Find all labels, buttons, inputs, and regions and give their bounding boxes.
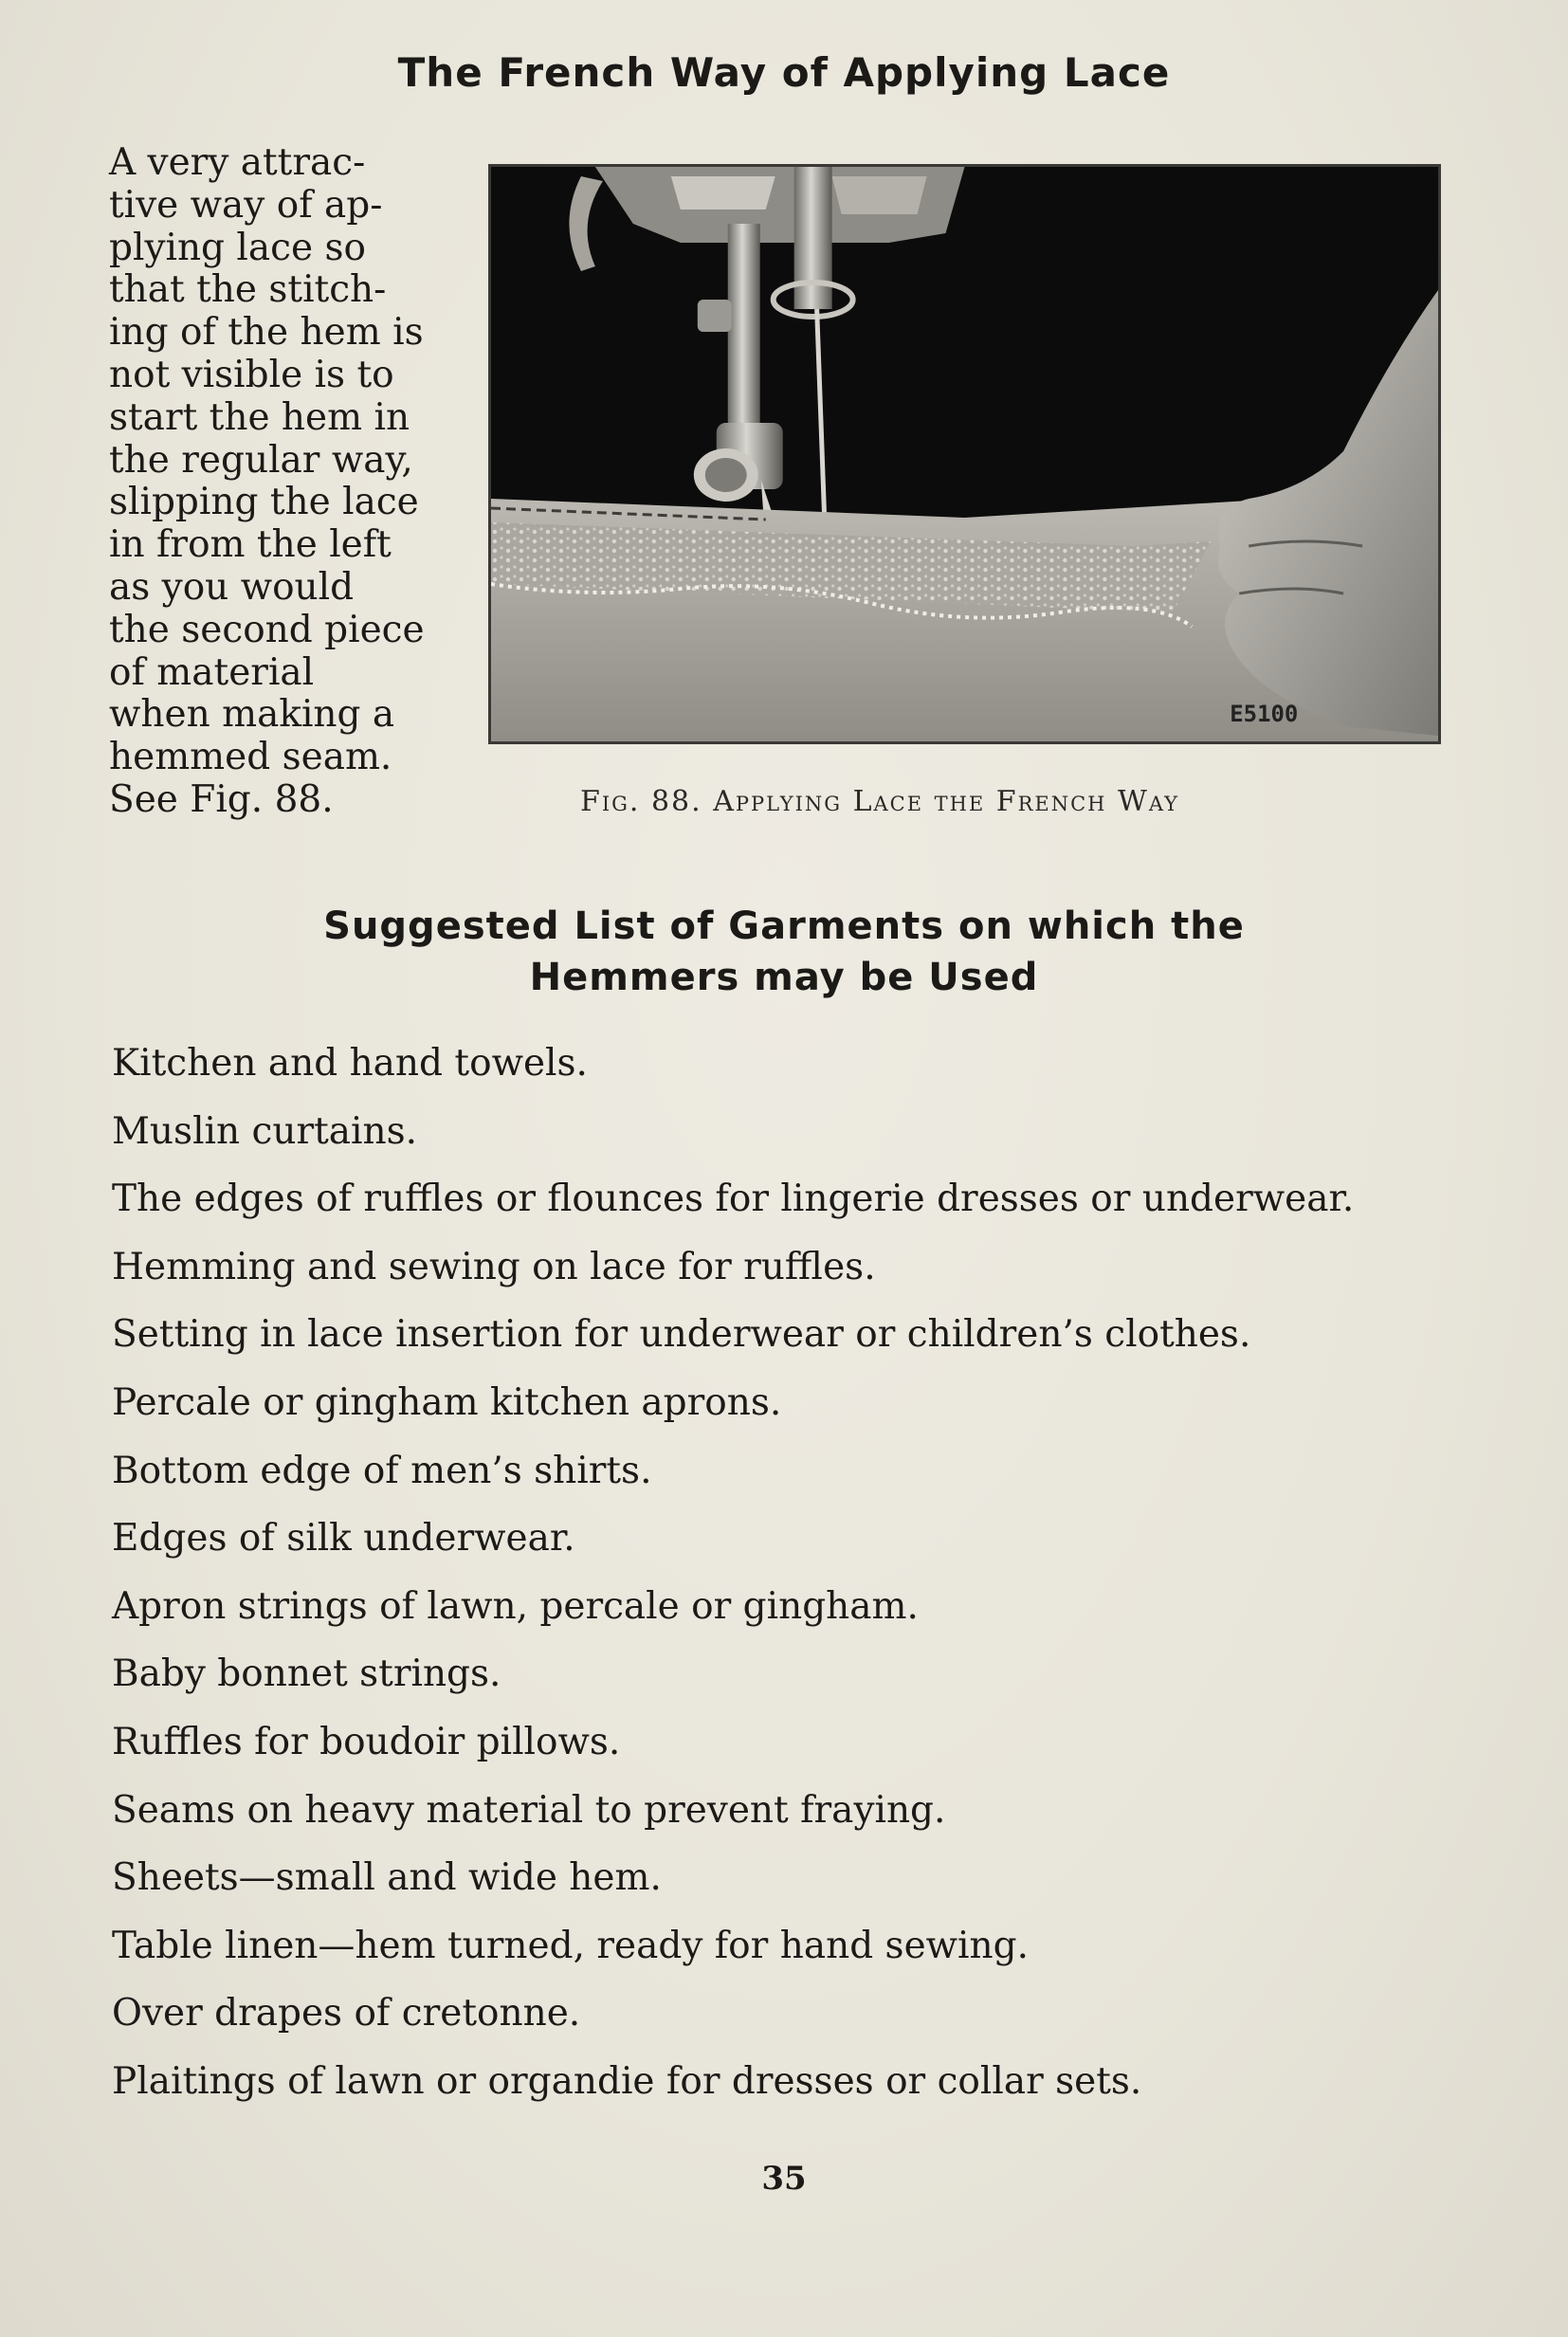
list-item: Over drapes of cretonne.	[112, 1992, 581, 2036]
intro-line: that the stitch-	[109, 268, 387, 312]
intro-line: tive way of ap-	[109, 183, 383, 227]
page-number: 35	[761, 2160, 807, 2198]
figure-88-photo	[488, 164, 1441, 744]
list-item: Ruffles for boudoir pillows.	[112, 1720, 621, 1763]
intro-line: A very attrac-	[109, 141, 366, 184]
list-item: Apron strings of lawn, percale or gingham.	[112, 1584, 919, 1628]
intro-line: of material	[109, 650, 315, 694]
list-item: Plaitings of lawn or organdie for dresses or collar sets.	[112, 2059, 1142, 2103]
list-item: Muslin curtains.	[112, 1109, 418, 1153]
intro-line: the regular way,	[109, 438, 413, 482]
list-item: Baby bonnet strings.	[112, 1652, 501, 1696]
intro-line: not visible is to	[109, 353, 394, 396]
plate-code: E5100	[1230, 700, 1299, 728]
intro-line: See Fig. 88.	[109, 777, 334, 821]
section-title: The French Way of Applying Lace	[397, 49, 1171, 96]
figure-caption: Fig. 88. Applying Lace the French Way	[580, 785, 1180, 818]
intro-line: hemmed seam.	[109, 736, 392, 779]
list-item: Table linen—hem turned, ready for hand sewing.	[112, 1924, 1029, 1967]
list-heading	[0, 901, 1568, 1003]
intro-paragraph	[109, 142, 431, 822]
sewing-machine-illustration	[491, 167, 1438, 741]
list-item: Sheets—small and wide hem.	[112, 1856, 662, 1900]
list-item: Kitchen and hand towels.	[112, 1042, 588, 1085]
list-item: Setting in lace insertion for underwear or children’s clothes.	[112, 1313, 1251, 1357]
list-item: Hemming and sewing on lace for ruffles.	[112, 1245, 876, 1288]
intro-line: start the hem in	[109, 395, 410, 439]
intro-line: plying lace so	[109, 226, 366, 269]
intro-line: when making a	[109, 693, 395, 737]
intro-line: ing of the hem is	[109, 311, 424, 355]
intro-line: slipping the lace	[109, 481, 419, 524]
list-heading-line: Hemmers may be Used	[529, 956, 1039, 999]
list-item: Seams on heavy material to prevent fraying.	[112, 1788, 946, 1832]
garment-list	[112, 1035, 1515, 2122]
intro-line: the second piece	[109, 608, 425, 651]
list-item: Bottom edge of men’s shirts.	[112, 1449, 652, 1492]
intro-line: in from the left	[109, 523, 392, 567]
list-heading-line: Suggested List of Garments on which the	[323, 904, 1245, 948]
list-item: Edges of silk underwear.	[112, 1517, 575, 1561]
list-item: The edges of ruffles or flounces for lingerie dresses or underwear.	[112, 1178, 1355, 1221]
intro-line: as you would	[109, 565, 355, 609]
list-item: Percale or gingham kitchen aprons.	[112, 1380, 782, 1424]
